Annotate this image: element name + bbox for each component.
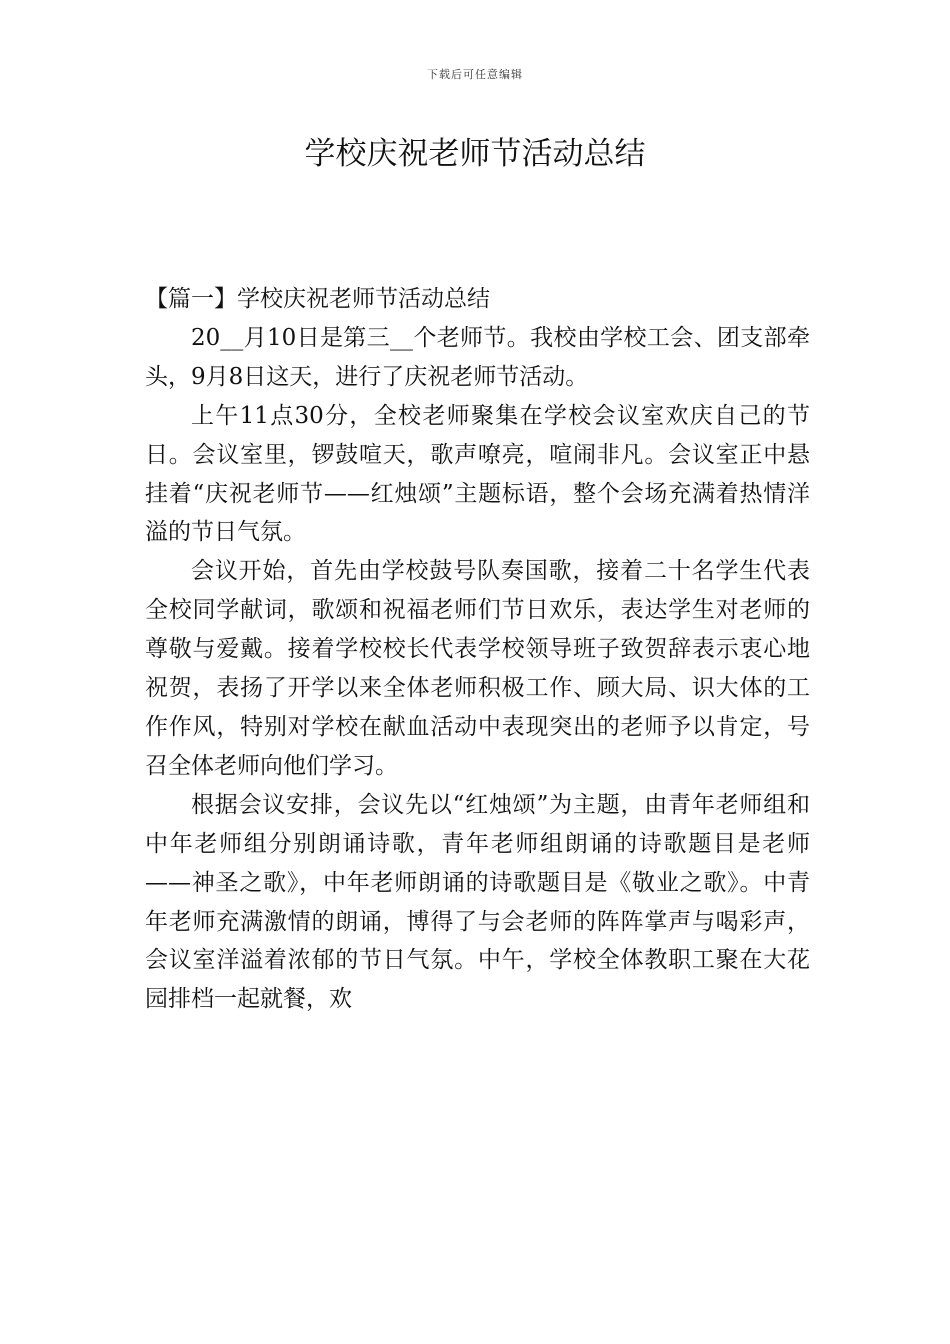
document-body — [145, 280, 810, 1019]
header-note: 下载后可任意编辑 — [427, 68, 523, 81]
paragraph-3: 会议开始，首先由学校鼓号队奏国歌，接着二十名学生代表全校同学献词，歌颂和祝福老师们节日欢乐，表达学生对老师的尊敬与爱戴。接着学校校长代表学校领导班子致贺辞表示衷心地祝贺，表扬了开学以来全体老师积极工作、顾大局、识大体的工作作风，特别对学校在献血活动中表现突出的老师予以肯定，号召全体老师向他们学习。 — [145, 558, 810, 779]
paragraph-4: 根据会议安排，会议先以“红烛颂”为主题，由青年老师组和中年老师组分别朗诵诗歌，青年老师组朗诵的诗歌题目是老师——神圣之歌》，中年老师朗诵的诗歌题目是《敬业之歌》。中青年老师充满激情的朗诵，博得了与会老师的阵阵掌声与喝彩声，会议室洋溢着浓郁的节日气氛。中午，学校全体教职工聚在大花园排档一起就餐，欢 — [145, 791, 810, 1013]
section-heading: 【篇一】学校庆祝老师节活动总结 — [145, 286, 490, 312]
paragraph-1: 20__月10日是第三__个老师节。我校由学校工会、团支部牵头，9月8日这天，进行了庆祝老师节活动。 — [145, 324, 810, 390]
page-title: 学校庆祝老师节活动总结 — [304, 136, 646, 172]
paragraph-2: 上午11点30分，全校老师聚集在学校会议室欢庆自己的节日。会议室里，锣鼓喧天，歌声嘹亮，喧闹非凡。会议室正中悬挂着“庆祝老师节——红烛颂”主题标语，整个会场充满着热情洋溢的节日气氛。 — [145, 402, 810, 546]
